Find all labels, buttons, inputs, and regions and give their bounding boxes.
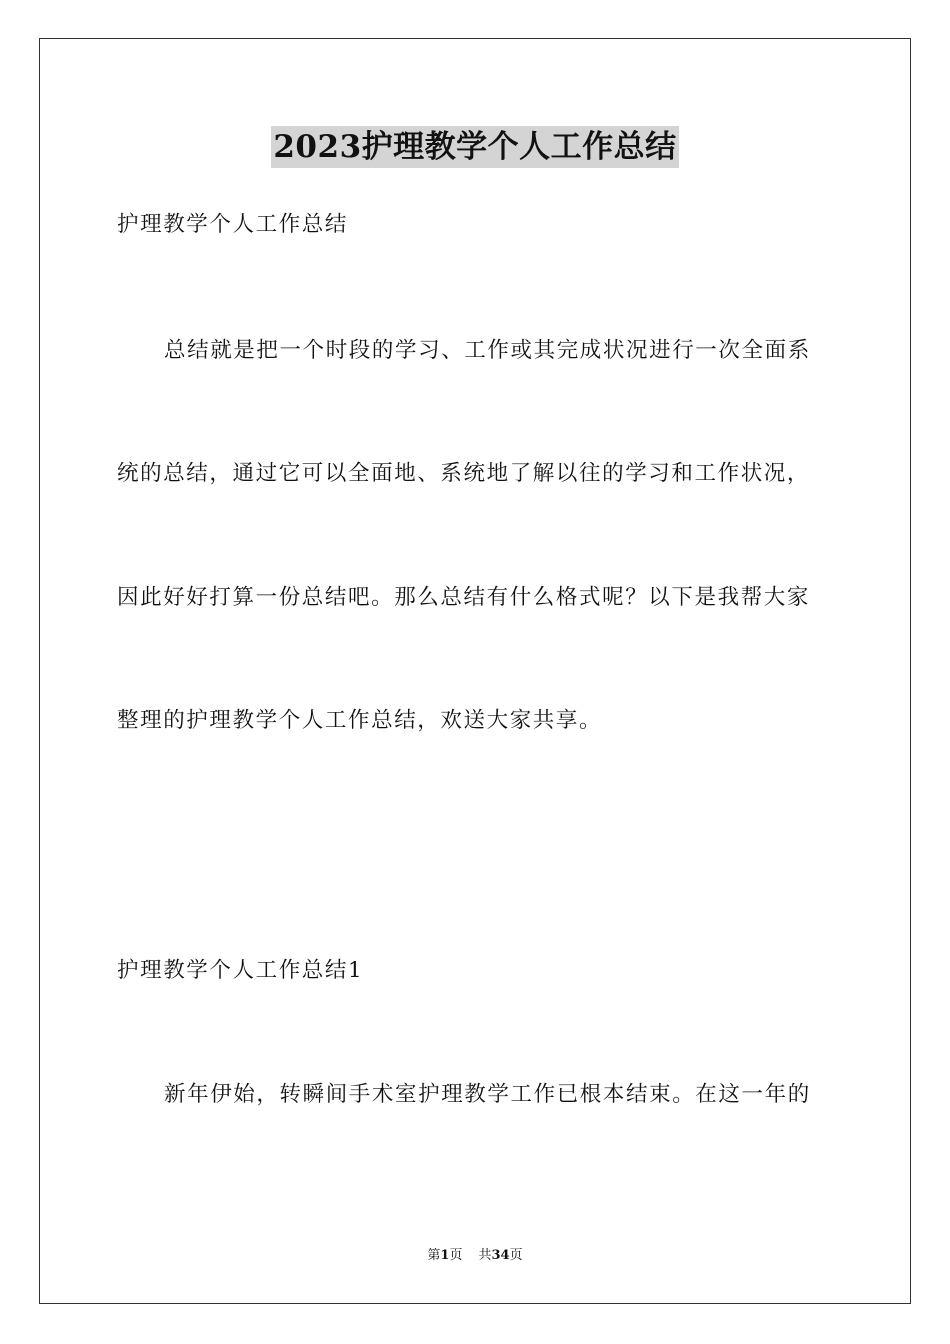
intro-line: 因此好好打算一份总结吧。那么总结有什么格式呢？以下是我帮大家: [117, 585, 811, 610]
section-heading: 护理教学个人工作总结1: [117, 958, 364, 983]
page-number: 1: [440, 1248, 450, 1263]
document-subtitle: 护理教学个人工作总结: [117, 212, 349, 237]
total-prefix: 共: [478, 1248, 492, 1263]
document-title: 2023护理教学个人工作总结: [271, 126, 678, 168]
total-suffix: 页: [509, 1248, 523, 1263]
page-footer: [0, 1247, 950, 1265]
page-prefix: 第: [427, 1248, 441, 1263]
intro-line: 总结就是把一个时段的学习、工作或其完成状况进行一次全面系: [164, 338, 811, 363]
section-line: 新年伊始，转瞬间手术室护理教学工作已根本结束。在这一年的: [164, 1082, 811, 1107]
intro-line: 整理的护理教学个人工作总结，欢送大家共享。: [117, 708, 603, 733]
title-container: [0, 126, 950, 168]
page-suffix: 页: [449, 1248, 463, 1263]
intro-line: 统的总结，通过它可以全面地、系统地了解以往的学习和工作状况，: [117, 461, 811, 486]
total-pages: 34: [491, 1248, 510, 1263]
